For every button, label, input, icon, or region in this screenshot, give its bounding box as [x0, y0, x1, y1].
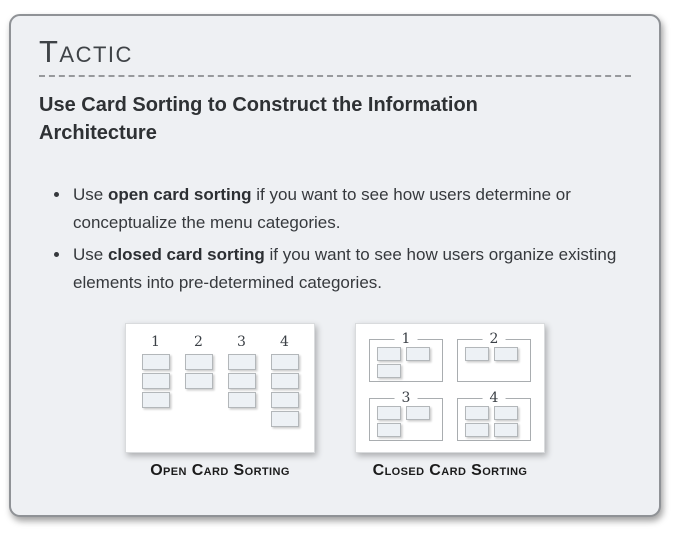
card-column [142, 334, 170, 452]
card-row [377, 406, 442, 420]
tactic-card [9, 14, 661, 517]
card [142, 354, 170, 370]
card-column [271, 334, 299, 452]
card-row [377, 347, 442, 361]
card [271, 411, 299, 427]
card-column [228, 334, 256, 452]
category-number: 4 [483, 390, 506, 407]
card [271, 373, 299, 389]
card [228, 392, 256, 408]
section-eyebrow: Tactic [39, 34, 133, 69]
closed-card-sorting-figure [355, 323, 545, 480]
card [377, 423, 401, 437]
card-row [377, 423, 442, 437]
card [228, 354, 256, 370]
card [377, 347, 401, 361]
card [465, 347, 489, 361]
page-title: Use Card Sorting to Construct the Information Architecture [39, 93, 478, 145]
bullet-text: if you want to see how users determine or conceptualize the menu categories. [73, 185, 571, 232]
column-number: 3 [237, 333, 246, 350]
category-number: 3 [395, 390, 418, 407]
card-row [377, 364, 442, 378]
card-row [465, 423, 530, 437]
card [142, 373, 170, 389]
dashed-divider [39, 75, 631, 77]
card-row [465, 347, 530, 361]
category-number: 1 [395, 331, 418, 348]
column-number: 2 [194, 333, 203, 350]
figure-caption: Open Card Sorting [150, 461, 290, 479]
open-card-sorting-figure [125, 323, 315, 480]
card [494, 406, 518, 420]
card [494, 347, 518, 361]
card [142, 392, 170, 408]
category-box [369, 330, 443, 382]
card [271, 392, 299, 408]
card [185, 354, 213, 370]
card [406, 406, 430, 420]
card-column [185, 334, 213, 452]
category-box [369, 389, 443, 441]
column-number: 1 [151, 333, 160, 350]
bullet-text: if you want to see how users organize existing elements into pre-determined categories. [73, 245, 617, 293]
card [494, 423, 518, 437]
card [271, 354, 299, 370]
category-number: 2 [483, 331, 506, 348]
closed-card-sorting-diagram [355, 323, 545, 453]
column-number: 4 [280, 333, 289, 350]
bullet-text: Use [73, 185, 108, 205]
bullet-bold-term: open card sorting [107, 185, 252, 205]
bullet-list [39, 181, 631, 296]
figures-row [39, 323, 631, 480]
bullet-bold-term: closed card sorting [107, 245, 265, 265]
card [185, 373, 213, 389]
category-box [457, 389, 531, 441]
card [465, 406, 489, 420]
list-item [71, 241, 631, 296]
card [377, 364, 401, 378]
card [377, 406, 401, 420]
card [465, 423, 489, 437]
card-row [465, 406, 530, 420]
figure-caption: Closed Card Sorting [372, 461, 528, 479]
card [406, 347, 430, 361]
list-item [71, 181, 631, 236]
bullet-text: Use [73, 245, 108, 265]
open-card-sorting-diagram [125, 323, 315, 453]
card [228, 373, 256, 389]
category-box [457, 330, 531, 382]
